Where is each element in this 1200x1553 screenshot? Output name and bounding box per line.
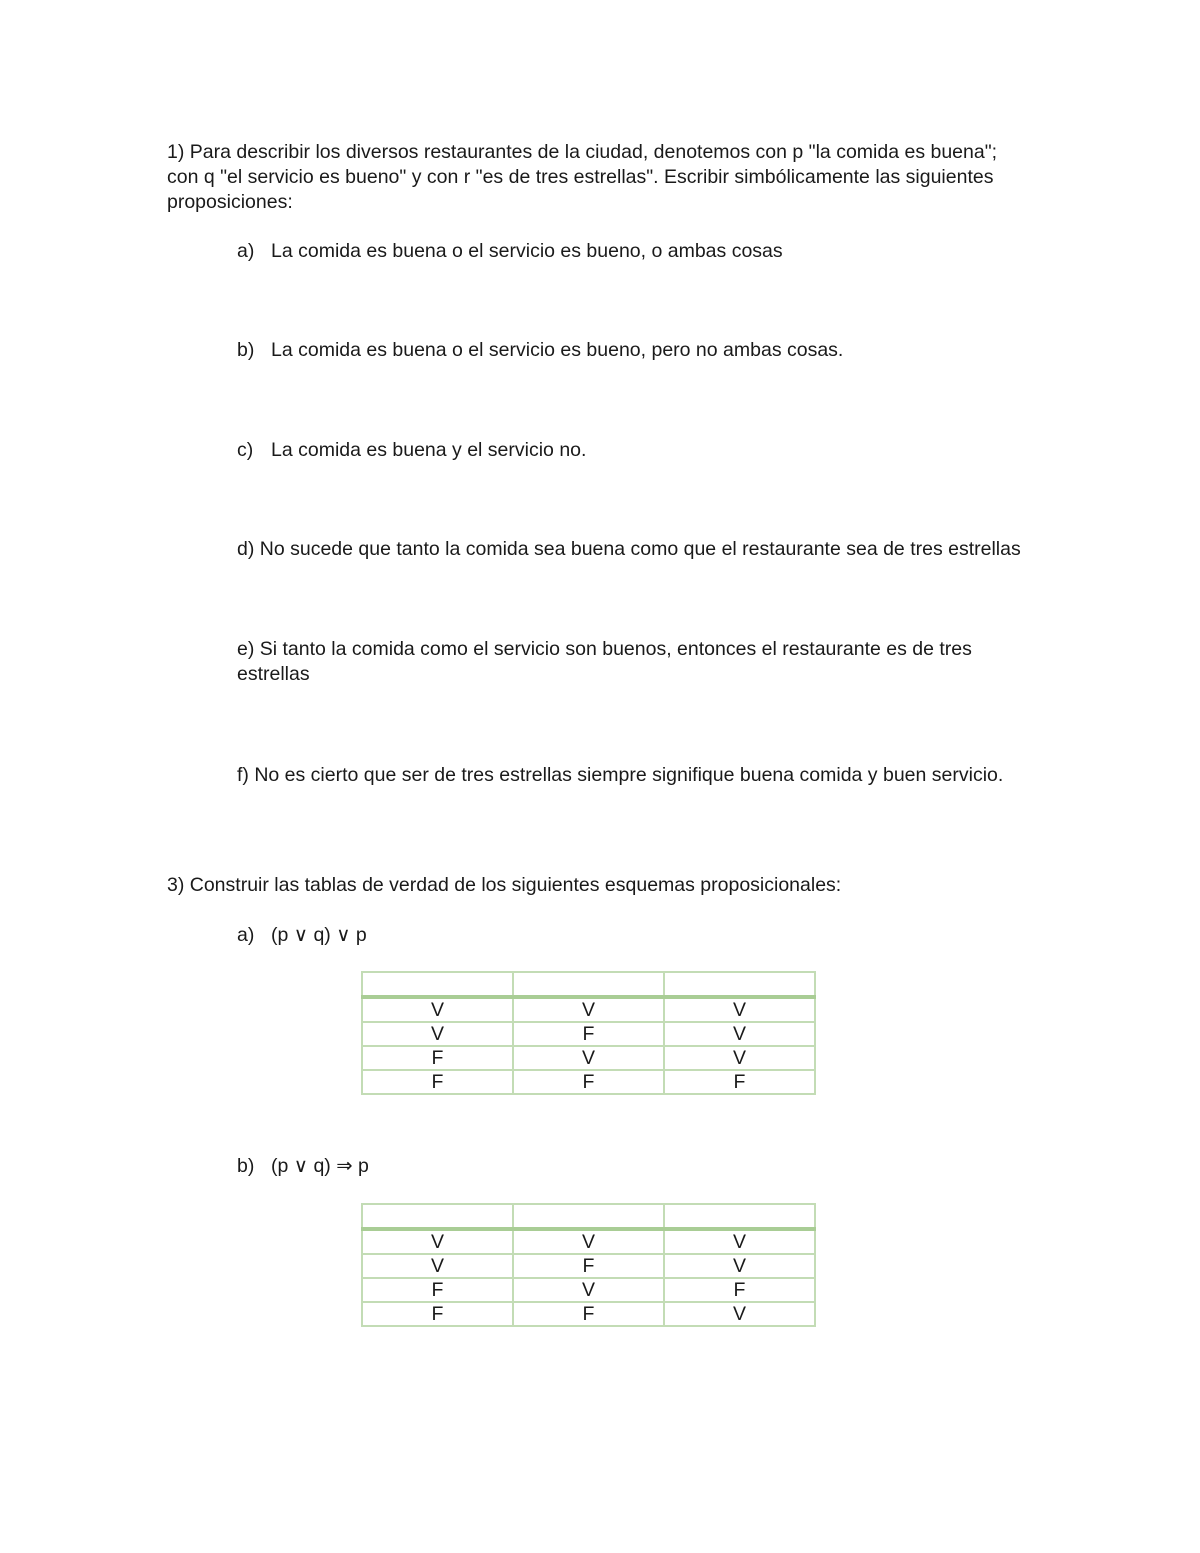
q1-item-c-text: La comida es buena y el servicio no. <box>271 439 587 461</box>
table-cell: V <box>513 1278 664 1302</box>
table-header-cell <box>362 1204 513 1229</box>
q1-item-f: f) No es cierto que ser de tres estrellas siempre signifique buena comida y buen servicio. <box>237 764 1004 786</box>
q1-item-d: d) No sucede que tanto la comida sea buena como que el restaurante sea de tres estrellas <box>237 538 1021 560</box>
table-header-row <box>362 1204 815 1229</box>
table-row <box>362 1046 815 1070</box>
table-header-cell <box>513 972 664 997</box>
table-row <box>362 1254 815 1278</box>
table-header-cell <box>513 1204 664 1229</box>
table-cell: F <box>362 1070 513 1094</box>
table-row <box>362 1278 815 1302</box>
q1-item-b-letter: b) <box>237 339 255 361</box>
q1-item-a-letter: a) <box>237 240 255 262</box>
truth-table-b <box>361 1203 816 1327</box>
table-cell: V <box>664 1302 815 1326</box>
table-row <box>362 1022 815 1046</box>
q3-part-a-letter: a) <box>237 924 255 946</box>
table-cell: V <box>362 1229 513 1254</box>
table-cell: F <box>513 1070 664 1094</box>
table-cell: V <box>664 1022 815 1046</box>
q3-part-b-letter: b) <box>237 1155 255 1177</box>
table-header-cell <box>362 972 513 997</box>
question-3-intro: 3) Construir las tablas de verdad de los siguientes esquemas proposicionales: <box>167 874 842 896</box>
table-row <box>362 1229 815 1254</box>
table-cell: F <box>362 1046 513 1070</box>
q1-item-c-letter: c) <box>237 439 254 461</box>
table-row <box>362 1302 815 1326</box>
table-header-cell <box>664 1204 815 1229</box>
table-cell: V <box>664 1229 815 1254</box>
table-cell: V <box>362 997 513 1022</box>
table-header-cell <box>664 972 815 997</box>
table-cell: V <box>664 1046 815 1070</box>
table-cell: F <box>513 1022 664 1046</box>
table-header-row <box>362 972 815 997</box>
table-cell: F <box>664 1070 815 1094</box>
table-cell: V <box>362 1254 513 1278</box>
table-row <box>362 997 815 1022</box>
q1-item-a-text: La comida es buena o el servicio es bueno, o ambas cosas <box>271 240 783 262</box>
table-row <box>362 1070 815 1094</box>
table-cell: F <box>664 1278 815 1302</box>
table-cell: F <box>513 1302 664 1326</box>
table-cell: F <box>362 1302 513 1326</box>
q1-item-e: e) Si tanto la comida como el servicio son buenos, entonces el restaurante es de tres estrellas <box>237 638 972 685</box>
table-cell: F <box>513 1254 664 1278</box>
q3-part-b-formula: (p ∨ q) ⇒ p <box>271 1155 369 1177</box>
table-cell: V <box>664 997 815 1022</box>
table-cell: V <box>664 1254 815 1278</box>
q3-part-a-formula: (p ∨ q) ∨ p <box>271 924 367 946</box>
table-cell: V <box>513 997 664 1022</box>
table-cell: F <box>362 1278 513 1302</box>
table-cell: V <box>513 1046 664 1070</box>
table-cell: V <box>362 1022 513 1046</box>
table-cell: V <box>513 1229 664 1254</box>
question-1-intro: 1) Para describir los diversos restaurantes de la ciudad, denotemos con p "la comida es buena"; con q "el servicio es bueno" y con r "es de tres estrellas". Escribir simbólicamente las siguientes proposiciones: <box>167 141 998 213</box>
truth-table-a <box>361 971 816 1095</box>
q1-item-b-text: La comida es buena o el servicio es bueno, pero no ambas cosas. <box>271 339 844 361</box>
